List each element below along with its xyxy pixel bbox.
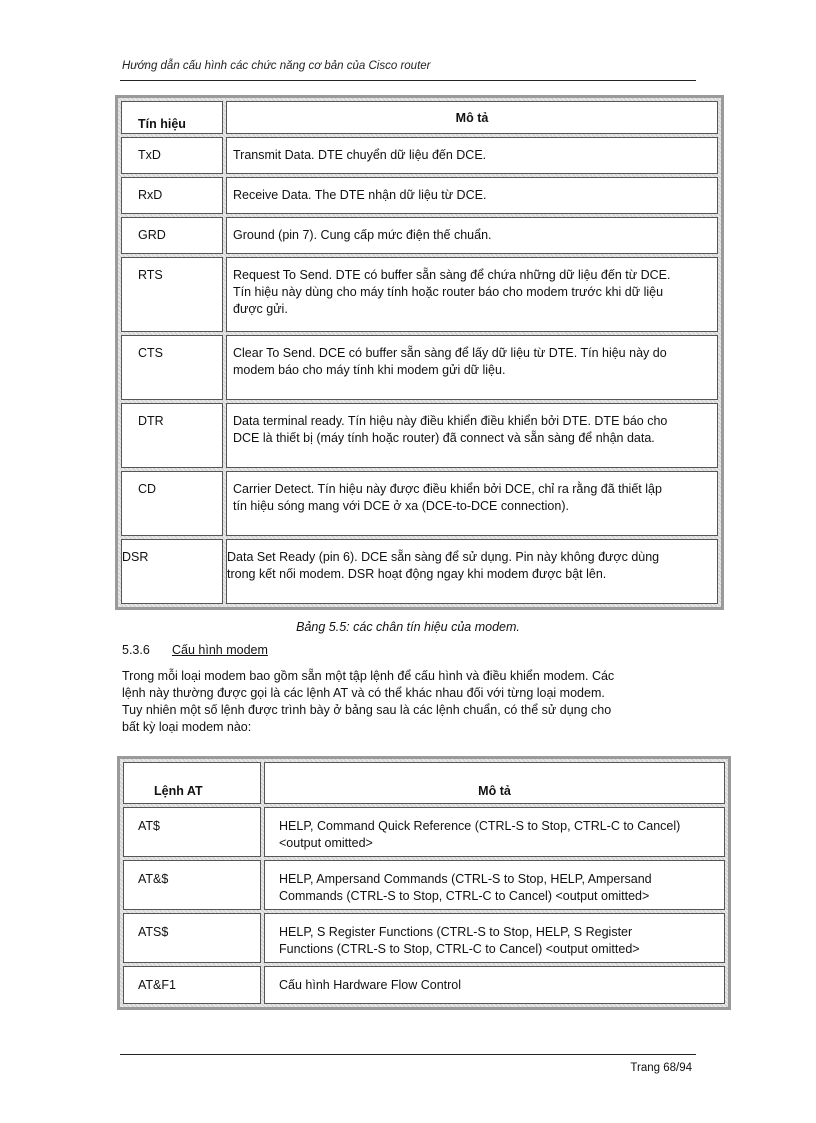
at-command: AT&F1 xyxy=(123,966,261,1004)
table-row xyxy=(123,966,725,1004)
body-paragraph: Trong mỗi loại modem bao gồm sẵn một tập lệnh để cấu hình và điều khiển modem. Các lệnh này thường được gọi là các lệnh AT và có thể khác nhau đối với từng loại modem. Tuy nhiên một số lệnh được trình bày ở bảng sau là các lệnh chuẩn, có thể sử dụng cho bất kỳ loại modem nào: xyxy=(122,669,615,734)
signal-description: Receive Data. The DTE nhận dữ liệu từ DCE. xyxy=(226,177,718,214)
signal-description: Transmit Data. DTE chuyển dữ liệu đến DCE. xyxy=(226,137,718,174)
table-row xyxy=(121,471,718,536)
section-title: Cấu hình modem xyxy=(172,643,268,657)
signal-description: Carrier Detect. Tín hiệu này được điều khiển bởi DCE, chỉ ra rằng đã thiết lập tín hiệu sóng mang với DCE ở xa (DCE-to-DCE connection). xyxy=(226,471,718,536)
table-row xyxy=(121,217,718,254)
signal-description: Request To Send. DTE có buffer sẵn sàng để chứa những dữ liệu đến từ DCE. Tín hiệu này dùng cho máy tính hoặc router báo cho modem trước khi dữ liệu được gửi. xyxy=(226,257,718,332)
page-number: Trang 68/94 xyxy=(630,1062,692,1074)
signal-name: DTR xyxy=(121,403,223,468)
signal-description: Clear To Send. DCE có buffer sẵn sàng để lấy dữ liệu từ DTE. Tín hiệu này do modem báo cho máy tính khi modem gửi dữ liệu. xyxy=(226,335,718,400)
column-header-description: Mô tả xyxy=(264,762,725,804)
table-row xyxy=(121,539,718,604)
at-command-table xyxy=(117,756,731,1010)
table-row xyxy=(121,137,718,174)
table-row xyxy=(123,913,725,963)
signal-table xyxy=(115,95,724,610)
column-header-signal: Tín hiệu xyxy=(121,101,223,134)
at-command-description: HELP, Command Quick Reference (CTRL-S to Stop, CTRL-C to Cancel) <output omitted> xyxy=(264,807,725,857)
table-caption: Bảng 5.5: các chân tín hiệu của modem. xyxy=(296,620,520,634)
table-row xyxy=(121,403,718,468)
signal-description: Data Set Ready (pin 6). DCE sẵn sàng để sử dụng. Pin này không được dùng trong kết nối modem. DSR hoạt động ngay khi modem được bật lên. xyxy=(226,539,718,604)
signal-name: TxD xyxy=(121,137,223,174)
signal-name: GRD xyxy=(121,217,223,254)
signal-name: CD xyxy=(121,471,223,536)
signal-description: Data terminal ready. Tín hiệu này điều khiển điều khiển bởi DTE. DTE báo cho DCE là thiết bị (máy tính hoặc router) đã connect và sẵn sàng để nhận data. xyxy=(226,403,718,468)
table-row xyxy=(123,860,725,910)
at-command: ATS$ xyxy=(123,913,261,963)
table-header-row xyxy=(121,101,718,134)
at-command-description: HELP, S Register Functions (CTRL-S to Stop, HELP, S Register Functions (CTRL-S to Stop, CTRL-C to Cancel) <output omitted> xyxy=(264,913,725,963)
signal-name: DSR xyxy=(121,539,223,604)
table-row xyxy=(121,257,718,332)
section-number: 5.3.6 xyxy=(122,643,150,657)
signal-description: Ground (pin 7). Cung cấp mức điện thế chuẩn. xyxy=(226,217,718,254)
column-header-command: Lệnh AT xyxy=(123,762,261,804)
table-row xyxy=(121,177,718,214)
table-row xyxy=(123,807,725,857)
at-command-description: Cấu hình Hardware Flow Control xyxy=(264,966,725,1004)
footer-rule xyxy=(120,1054,696,1055)
column-header-description: Mô tả xyxy=(226,101,718,134)
signal-name: RxD xyxy=(121,177,223,214)
signal-name: CTS xyxy=(121,335,223,400)
at-command: AT$ xyxy=(123,807,261,857)
at-command: AT&$ xyxy=(123,860,261,910)
at-command-description: HELP, Ampersand Commands (CTRL-S to Stop, HELP, Ampersand Commands (CTRL-S to Stop, CTRL-C to Cancel) <output omitted> xyxy=(264,860,725,910)
table-row xyxy=(121,335,718,400)
signal-name: RTS xyxy=(121,257,223,332)
section-heading xyxy=(122,643,268,657)
table-header-row xyxy=(123,762,725,804)
header-rule xyxy=(120,80,696,81)
page-header-title: Hướng dẫn cấu hình các chức năng cơ bản của Cisco router xyxy=(122,60,431,72)
